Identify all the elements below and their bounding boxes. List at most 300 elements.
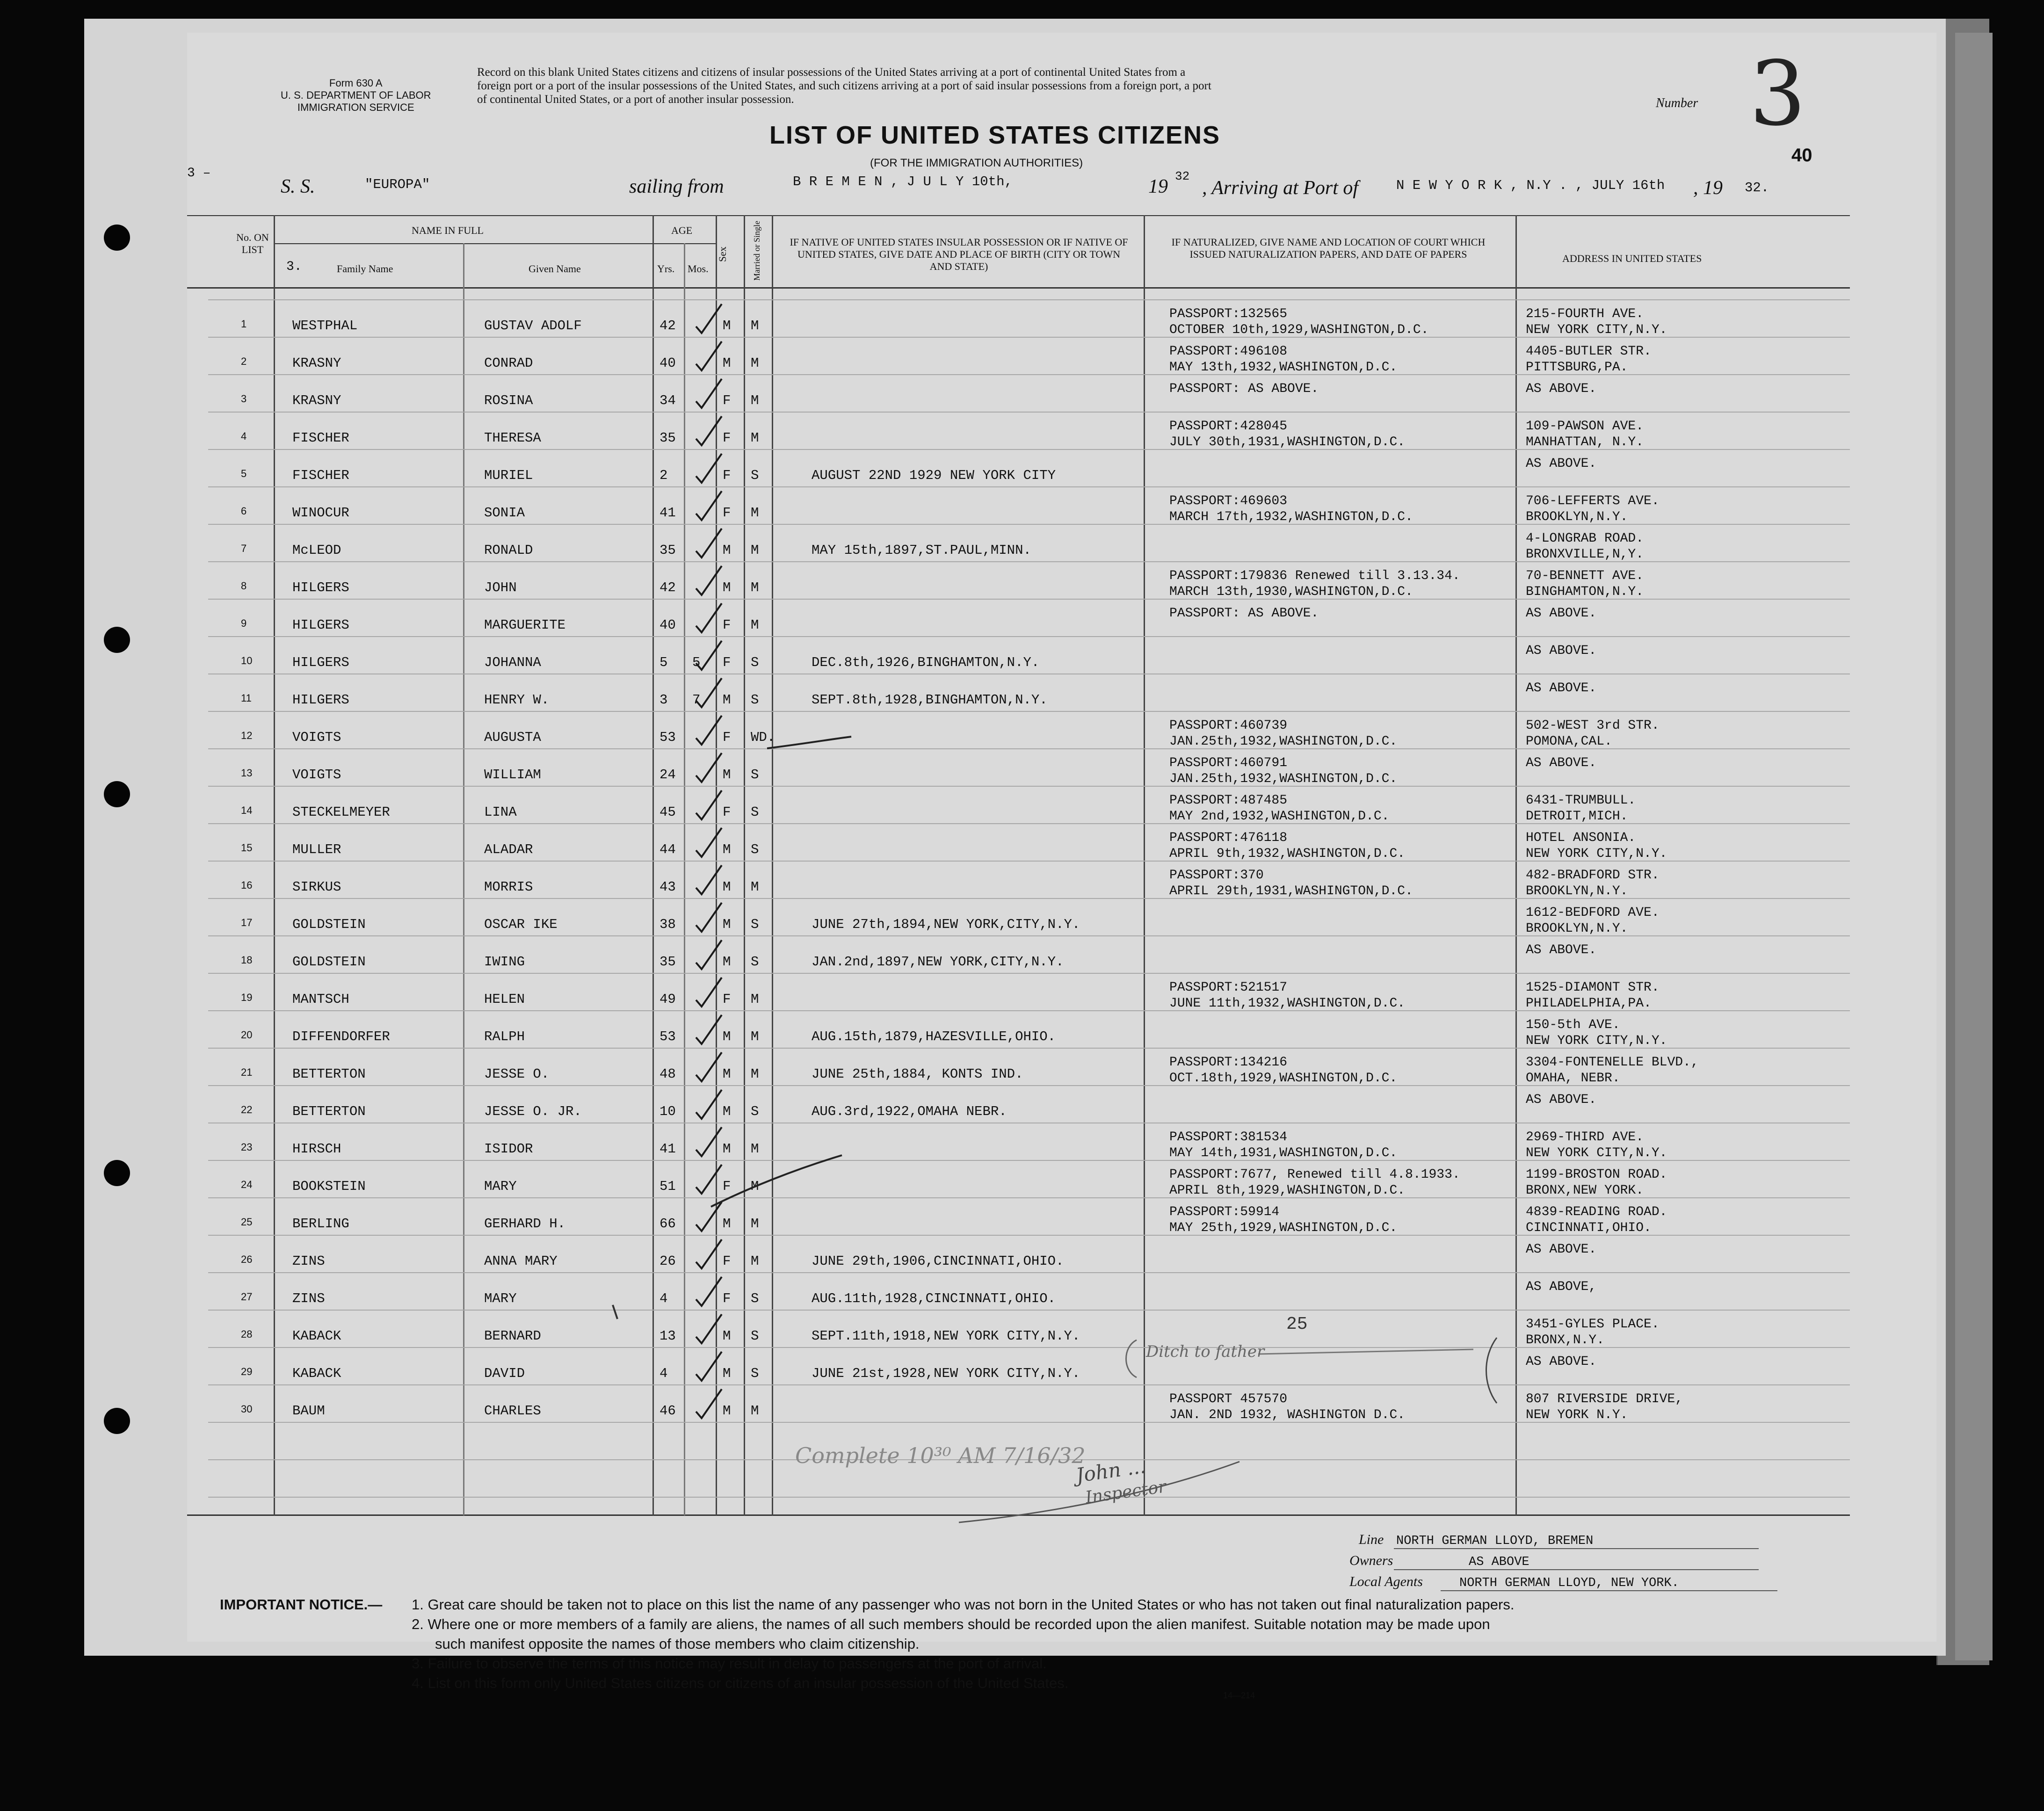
- row-number: 17: [241, 917, 253, 928]
- family-name: HILGERS: [292, 580, 349, 595]
- given-name: OSCAR IKE: [484, 917, 558, 932]
- family-name: FISCHER: [292, 468, 349, 483]
- given-name: JOHANNA: [484, 655, 541, 670]
- family-name: KRASNY: [292, 393, 341, 408]
- sex: F: [723, 1179, 731, 1194]
- age-years: 41: [660, 505, 676, 521]
- address-line: 3304-FONTENELLE BLVD.,: [1526, 1055, 1699, 1070]
- address-line-2: BINGHAMTON,N.Y.: [1526, 585, 1644, 599]
- sex: F: [723, 730, 731, 745]
- ship-name: "EUROPA": [365, 177, 430, 192]
- passport-line: PASSPORT:179836 Renewed till 3.13.34.: [1169, 569, 1460, 583]
- agents-value: NORTH GERMAN LLOYD, NEW YORK.: [1459, 1576, 1679, 1590]
- passport-issue-line: JAN.25th,1932,WASHINGTON,D.C.: [1169, 734, 1398, 749]
- age-years: 35: [660, 954, 676, 970]
- passport-line: PASSPORT:132565: [1169, 307, 1288, 321]
- check-mark: [696, 529, 722, 558]
- marital-status: WD.: [751, 730, 776, 745]
- address-line-2: NEW YORK CITY,N.Y.: [1526, 323, 1667, 337]
- given-name: RALPH: [484, 1029, 525, 1044]
- row-number: 5: [241, 468, 247, 479]
- family-name: ZINS: [292, 1291, 325, 1306]
- marital-status: M: [751, 430, 759, 446]
- given-name: MORRIS: [484, 879, 533, 895]
- marital-status: S: [751, 1366, 759, 1381]
- address-line-2: PITTSBURG,PA.: [1526, 360, 1628, 375]
- address-line: AS ABOVE.: [1526, 756, 1597, 770]
- year-prefix: 19: [1148, 176, 1168, 197]
- check-mark: [696, 341, 722, 370]
- header-list-prefix: 3.: [286, 260, 302, 274]
- marital-status: M: [751, 992, 759, 1007]
- header-family-name: Family Name: [337, 263, 393, 275]
- age-years: 43: [660, 879, 676, 895]
- age-years: 13: [660, 1328, 676, 1344]
- passport-issue-line: JAN.25th,1932,WASHINGTON,D.C.: [1169, 772, 1398, 786]
- marital-status: M: [751, 1179, 759, 1194]
- owners-value: AS ABOVE: [1469, 1555, 1529, 1569]
- given-name: MARGUERITE: [484, 617, 566, 633]
- given-name: MURIEL: [484, 468, 533, 483]
- address-line-2: DETROIT,MICH.: [1526, 809, 1628, 824]
- marital-status: M: [751, 318, 759, 333]
- check-mark: [696, 491, 722, 520]
- address-line: 482-BRADFORD STR.: [1526, 868, 1660, 883]
- row-number: 20: [241, 1029, 253, 1041]
- marital-status: M: [751, 505, 759, 521]
- address-line: AS ABOVE,: [1526, 1280, 1597, 1294]
- passport-line: PASSPORT:428045: [1169, 419, 1288, 434]
- passport-issue-line: MAY 14th,1931,WASHINGTON,D.C.: [1169, 1146, 1398, 1160]
- row-number: 13: [241, 767, 253, 779]
- margin-mark: 3 –: [187, 166, 211, 181]
- row-number: 29: [241, 1366, 253, 1377]
- given-name: GUSTAV ADOLF: [484, 318, 582, 333]
- agents-label: Local Agents: [1349, 1574, 1423, 1589]
- marital-status: M: [751, 393, 759, 408]
- sex: M: [723, 1066, 731, 1082]
- given-name: MARY: [484, 1179, 517, 1194]
- sailing-from-label: sailing from: [629, 176, 724, 197]
- family-name: HILGERS: [292, 617, 349, 633]
- header-married-single: Married or Single: [752, 221, 761, 281]
- marital-status: M: [751, 879, 759, 895]
- passport-issue-line: APRIL 9th,1932,WASHINGTON,D.C.: [1169, 847, 1406, 861]
- notice-line: 2. Where one or more members of a family are aliens, the names of all such members should be recorded upon the alien manifest. Suitable notation may be made upon: [412, 1616, 1490, 1632]
- check-mark: [696, 603, 722, 632]
- number-label: Number: [1656, 96, 1698, 110]
- sex: M: [723, 692, 731, 708]
- passport-issue-line: MAY 2nd,1932,WASHINGTON,D.C.: [1169, 809, 1390, 824]
- address-line: 215-FOURTH AVE.: [1526, 307, 1644, 321]
- sex: M: [723, 318, 731, 333]
- marital-status: M: [751, 543, 759, 558]
- passport-line: PASSPORT:460739: [1169, 718, 1288, 733]
- passport-issue-line: JULY 30th,1931,WASHINGTON,D.C.: [1169, 435, 1406, 449]
- passport-line: PASSPORT: AS ABOVE.: [1169, 382, 1319, 396]
- family-name: HIRSCH: [292, 1141, 341, 1157]
- marital-status: M: [751, 580, 759, 595]
- owners-underline: [1394, 1569, 1759, 1570]
- family-name: VOIGTS: [292, 730, 341, 745]
- check-mark: [696, 1389, 722, 1418]
- passport-line: PASSPORT:370: [1169, 868, 1264, 883]
- birth-info: MAY 15th,1897,ST.PAUL,MINN.: [812, 543, 1031, 558]
- passport-line: PASSPORT:460791: [1169, 756, 1288, 770]
- age-years: 49: [660, 992, 676, 1007]
- address-line: 4-LONGRAB ROAD.: [1526, 531, 1644, 546]
- passport-issue-line: OCT.18th,1929,WASHINGTON,D.C.: [1169, 1071, 1398, 1086]
- given-name: IWING: [484, 954, 525, 970]
- brace-mark: [1126, 1340, 1137, 1377]
- family-name: KABACK: [292, 1366, 341, 1381]
- family-name: BOOKSTEIN: [292, 1179, 366, 1194]
- check-mark: [696, 566, 722, 595]
- agents-underline: [1441, 1590, 1777, 1591]
- marital-status: S: [751, 655, 759, 670]
- header-name-in-full: NAME IN FULL: [412, 225, 484, 236]
- marital-status: M: [751, 617, 759, 633]
- service-name: IMMIGRATION SERVICE: [297, 101, 414, 113]
- family-name: KRASNY: [292, 355, 341, 371]
- given-name: SONIA: [484, 505, 525, 521]
- passport-issue-line: JAN. 2ND 1932, WASHINGTON D.C.: [1169, 1408, 1406, 1422]
- header-yrs: Yrs.: [657, 263, 675, 275]
- address-line-2: BROOKLYN,N.Y.: [1526, 510, 1628, 524]
- marital-status: S: [751, 1328, 759, 1344]
- age-years: 42: [660, 318, 676, 333]
- address-line-2: POMONA,CAL.: [1526, 734, 1612, 749]
- marital-status: S: [751, 954, 759, 970]
- birth-info: JUNE 29th,1906,CINCINNATI,OHIO.: [812, 1253, 1064, 1269]
- sex: F: [723, 655, 731, 670]
- family-name: STECKELMEYER: [292, 804, 390, 820]
- row-number: 11: [241, 692, 252, 704]
- age-years: 53: [660, 1029, 676, 1044]
- address-line: 1612-BEDFORD AVE.: [1526, 906, 1660, 920]
- marital-status: S: [751, 767, 759, 782]
- birth-info: JUNE 27th,1894,NEW YORK,CITY,N.Y.: [812, 917, 1080, 932]
- sex: M: [723, 1216, 731, 1231]
- row-number: 16: [241, 879, 253, 891]
- age-years: 10: [660, 1104, 676, 1119]
- family-name: BERLING: [292, 1216, 349, 1231]
- given-name: GERHARD H.: [484, 1216, 566, 1231]
- address-line-2: NEW YORK CITY,N.Y.: [1526, 1034, 1667, 1048]
- check-mark: [696, 379, 722, 408]
- check-mark: [696, 940, 722, 969]
- line-label: Line: [1359, 1532, 1384, 1547]
- check-mark: [696, 304, 722, 333]
- family-name: McLEOD: [292, 543, 341, 558]
- age-years: 35: [660, 543, 676, 558]
- completion-note: Complete 10³⁰ AM 7/16/32: [795, 1443, 1086, 1468]
- address-line-2: OMAHA, NEBR.: [1526, 1071, 1620, 1086]
- pen-stroke: [767, 737, 851, 748]
- passport-issue-line: OCTOBER 10th,1929,WASHINGTON,D.C.: [1169, 323, 1429, 337]
- arrival-port-date: N E W Y O R K , N.Y . , JULY 16th: [1396, 178, 1665, 193]
- check-mark: [696, 678, 722, 707]
- passport-line: PASSPORT:496108: [1169, 344, 1288, 359]
- sex: F: [723, 505, 731, 521]
- given-name: BERNARD: [484, 1328, 541, 1344]
- marital-status: S: [751, 842, 759, 857]
- row-number: 30: [241, 1403, 253, 1415]
- address-line: AS ABOVE.: [1526, 456, 1597, 471]
- row-number: 22: [241, 1104, 253, 1116]
- given-name: ROSINA: [484, 393, 533, 408]
- sex: M: [723, 1029, 731, 1044]
- family-name: FISCHER: [292, 430, 349, 446]
- marital-status: M: [751, 1216, 759, 1231]
- row-number: 9: [241, 617, 247, 629]
- family-name: BAUM: [292, 1403, 325, 1419]
- age-years: 44: [660, 842, 676, 857]
- birth-info: JUNE 21st,1928,NEW YORK CITY,N.Y.: [812, 1366, 1080, 1381]
- age-years: 4: [660, 1366, 668, 1381]
- sex: M: [723, 842, 731, 857]
- family-name: MANTSCH: [292, 992, 349, 1007]
- address-line: 4405-BUTLER STR.: [1526, 344, 1652, 359]
- age-years: 2: [660, 468, 668, 483]
- marital-status: M: [751, 1029, 759, 1044]
- family-name: HILGERS: [292, 655, 349, 670]
- sex: F: [723, 992, 731, 1007]
- address-line-2: PHILADELPHIA,PA.: [1526, 996, 1652, 1011]
- sex: F: [723, 1291, 731, 1306]
- age-years: 40: [660, 355, 676, 371]
- age-years: 38: [660, 917, 676, 932]
- address-line: AS ABOVE.: [1526, 1242, 1597, 1257]
- line-underline: [1394, 1548, 1759, 1549]
- address-line: 3451-GYLES PLACE.: [1526, 1317, 1660, 1332]
- sex: F: [723, 393, 731, 408]
- passport-line: PASSPORT:134216: [1169, 1055, 1288, 1070]
- age-months: 7: [692, 692, 701, 708]
- passport-issue-line: MAY 25th,1929,WASHINGTON,D.C.: [1169, 1221, 1398, 1235]
- sex: F: [723, 804, 731, 820]
- address-line: AS ABOVE.: [1526, 644, 1597, 658]
- age-years: 4: [660, 1291, 668, 1306]
- marital-status: M: [751, 355, 759, 371]
- marital-status: S: [751, 468, 759, 483]
- header-given-name: Given Name: [529, 263, 581, 275]
- age-years: 42: [660, 580, 676, 595]
- birth-info: JAN.2nd,1897,NEW YORK,CITY,N.Y.: [812, 954, 1064, 970]
- given-name: CONRAD: [484, 355, 533, 371]
- row-number: 19: [241, 992, 253, 1003]
- address-line-2: MANHATTAN, N.Y.: [1526, 435, 1644, 449]
- check-mark: [696, 1314, 722, 1343]
- family-name: VOIGTS: [292, 767, 341, 782]
- sex: M: [723, 1104, 731, 1119]
- row-number: 24: [241, 1179, 253, 1190]
- age-years: 40: [660, 617, 676, 633]
- passport-line: PASSPORT:59914: [1169, 1205, 1280, 1219]
- given-name: CHARLES: [484, 1403, 541, 1419]
- ditch-note: Ditch to father: [1146, 1342, 1265, 1361]
- department-name: U. S. DEPARTMENT OF LABOR: [281, 89, 431, 101]
- pen-stroke: [613, 1305, 617, 1319]
- age-years: 41: [660, 1141, 676, 1157]
- sex: M: [723, 355, 731, 371]
- check-mark: [696, 716, 722, 745]
- address-line: 502-WEST 3rd STR.: [1526, 718, 1660, 733]
- address-line: 1199-BROSTON ROAD.: [1526, 1167, 1667, 1182]
- address-line: AS ABOVE.: [1526, 1093, 1597, 1107]
- brace-mark: [1486, 1338, 1497, 1403]
- header-sex: Sex: [717, 246, 728, 262]
- age-years: 3: [660, 692, 668, 708]
- sex: F: [723, 1253, 731, 1269]
- sex: M: [723, 1141, 731, 1157]
- check-mark: [696, 828, 722, 857]
- check-mark: [696, 1202, 722, 1231]
- sex: M: [723, 879, 731, 895]
- given-name: ANNA MARY: [484, 1253, 558, 1269]
- marital-status: S: [751, 692, 759, 708]
- marital-status: M: [751, 1403, 759, 1419]
- age-years: 35: [660, 430, 676, 446]
- address-line-2: CINCINNATI,OHIO.: [1526, 1221, 1652, 1235]
- age-years: 51: [660, 1179, 676, 1194]
- check-mark: [696, 641, 722, 670]
- passport-issue-line: APRIL 8th,1929,WASHINGTON,D.C.: [1169, 1183, 1406, 1198]
- birth-info: SEPT.8th,1928,BINGHAMTON,N.Y.: [812, 692, 1048, 708]
- marital-status: M: [751, 1253, 759, 1269]
- address-line: AS ABOVE.: [1526, 681, 1597, 695]
- sex: M: [723, 954, 731, 970]
- marital-status: M: [751, 1141, 759, 1157]
- header-mos: Mos.: [688, 263, 709, 275]
- address-line-2: NEW YORK CITY,N.Y.: [1526, 1146, 1667, 1160]
- row-number: 6: [241, 505, 247, 517]
- ss-label: S. S.: [281, 176, 315, 197]
- passport-line: PASSPORT:521517: [1169, 980, 1288, 995]
- age-years: 66: [660, 1216, 676, 1231]
- sex: M: [723, 1366, 731, 1381]
- age-months: 5: [692, 655, 701, 670]
- check-mark: [696, 753, 722, 782]
- given-name: HELEN: [484, 992, 525, 1007]
- family-name: WESTPHAL: [292, 318, 358, 333]
- passport-line: PASSPORT:381534: [1169, 1130, 1288, 1145]
- age-years: 53: [660, 730, 676, 745]
- sex: F: [723, 468, 731, 483]
- passport-line: PASSPORT:469603: [1169, 494, 1288, 508]
- address-line: 1525-DIAMONT STR.: [1526, 980, 1660, 995]
- address-line-2: BRONX,N.Y.: [1526, 1333, 1605, 1347]
- age-years: 5: [660, 655, 668, 670]
- age-years: 34: [660, 393, 676, 408]
- signature-title: Inspector: [1084, 1477, 1167, 1507]
- birth-info: AUGUST 22ND 1929 NEW YORK CITY: [812, 468, 1056, 483]
- check-mark: [696, 1052, 722, 1081]
- family-name: BETTERTON: [292, 1066, 366, 1082]
- passport-line: PASSPORT: AS ABOVE.: [1169, 606, 1319, 621]
- row-number: 21: [241, 1066, 253, 1078]
- departure-port-date: B R E M E N , J U L Y 10th,: [793, 174, 1013, 189]
- header-note-line: Record on this blank United States citizens and citizens of insular possessions of the United States arriving at a port of continental United States from a: [477, 66, 1186, 79]
- count-annotation: 25: [1286, 1314, 1308, 1334]
- given-name: AUGUSTA: [484, 730, 541, 745]
- address-line: AS ABOVE.: [1526, 606, 1597, 621]
- address-line-2: NEW YORK CITY,N.Y.: [1526, 847, 1667, 861]
- sex: F: [723, 617, 731, 633]
- notice-title: IMPORTANT NOTICE.—: [220, 1596, 383, 1613]
- given-name: JESSE O. JR.: [484, 1104, 582, 1119]
- row-number: 25: [241, 1216, 253, 1228]
- row-number: 15: [241, 842, 253, 854]
- marital-status: S: [751, 1104, 759, 1119]
- family-name: WINOCUR: [292, 505, 349, 521]
- row-number: 12: [241, 730, 253, 741]
- year-suffix: 32: [1175, 169, 1190, 183]
- passport-issue-line: JUNE 11th,1932,WASHINGTON,D.C.: [1169, 996, 1406, 1011]
- sex: M: [723, 1403, 731, 1419]
- row-number: 23: [241, 1141, 253, 1153]
- sex: M: [723, 767, 731, 782]
- given-name: ALADAR: [484, 842, 533, 857]
- form-number: Form 630 A: [329, 77, 383, 89]
- age-years: 26: [660, 1253, 676, 1269]
- check-mark: [696, 1239, 722, 1268]
- header-no-on-list: No. ON LIST: [236, 232, 269, 255]
- check-mark: [696, 1090, 722, 1119]
- check-mark: [696, 790, 722, 819]
- given-name: HENRY W.: [484, 692, 550, 708]
- address-line: 4839-READING ROAD.: [1526, 1205, 1667, 1219]
- passport-line: PASSPORT:476118: [1169, 831, 1288, 845]
- passport-issue-line: MARCH 17th,1932,WASHINGTON,D.C.: [1169, 510, 1413, 524]
- family-name: HILGERS: [292, 692, 349, 708]
- family-name: ZINS: [292, 1253, 325, 1269]
- check-mark: [696, 1277, 722, 1306]
- birth-info: JUNE 25th,1884, KONTS IND.: [812, 1066, 1023, 1082]
- age-years: 24: [660, 767, 676, 782]
- row-number: 3: [241, 393, 247, 405]
- age-years: 46: [660, 1403, 676, 1419]
- row-number: 2: [241, 355, 247, 367]
- row-number: 28: [241, 1328, 253, 1340]
- address-line: HOTEL ANSONIA.: [1526, 831, 1636, 845]
- family-name: DIFFENDORFER: [292, 1029, 390, 1044]
- address-line: 807 RIVERSIDE DRIVE,: [1526, 1392, 1683, 1406]
- arriving-label: , Arriving at Port of: [1202, 177, 1359, 199]
- header-note-line: of continental United States, or a port of another insular possession.: [477, 93, 794, 106]
- list-number: 3: [1749, 42, 1806, 145]
- birth-info: AUG.3rd,1922,OMAHA NEBR.: [812, 1104, 1007, 1119]
- address-line: 109-PAWSON AVE.: [1526, 419, 1644, 434]
- given-name: JESSE O.: [484, 1066, 550, 1082]
- given-name: THERESA: [484, 430, 541, 446]
- marital-status: S: [751, 1291, 759, 1306]
- birth-info: DEC.8th,1926,BINGHAMTON,N.Y.: [812, 655, 1040, 670]
- given-name: LINA: [484, 804, 517, 820]
- family-name: BETTERTON: [292, 1104, 366, 1119]
- owners-label: Owners: [1349, 1553, 1393, 1568]
- address-line: AS ABOVE.: [1526, 943, 1597, 957]
- marital-status: S: [751, 917, 759, 932]
- page-subtitle: (FOR THE IMMIGRATION AUTHORITIES): [870, 157, 1083, 169]
- given-name: MARY: [484, 1291, 517, 1306]
- sex: F: [723, 430, 731, 446]
- header-native: IF NATIVE OF UNITED STATES INSULAR POSSESSION OR IF NATIVE OF UNITED STATES, GIVE DATE AND PLACE OF BIRTH (CITY OR TOWN AND STATE): [790, 236, 1128, 272]
- sex: M: [723, 917, 731, 932]
- passport-issue-line: APRIL 29th,1931,WASHINGTON,D.C.: [1169, 884, 1413, 898]
- address-line: AS ABOVE.: [1526, 382, 1597, 396]
- arrival-year: 32.: [1745, 180, 1769, 196]
